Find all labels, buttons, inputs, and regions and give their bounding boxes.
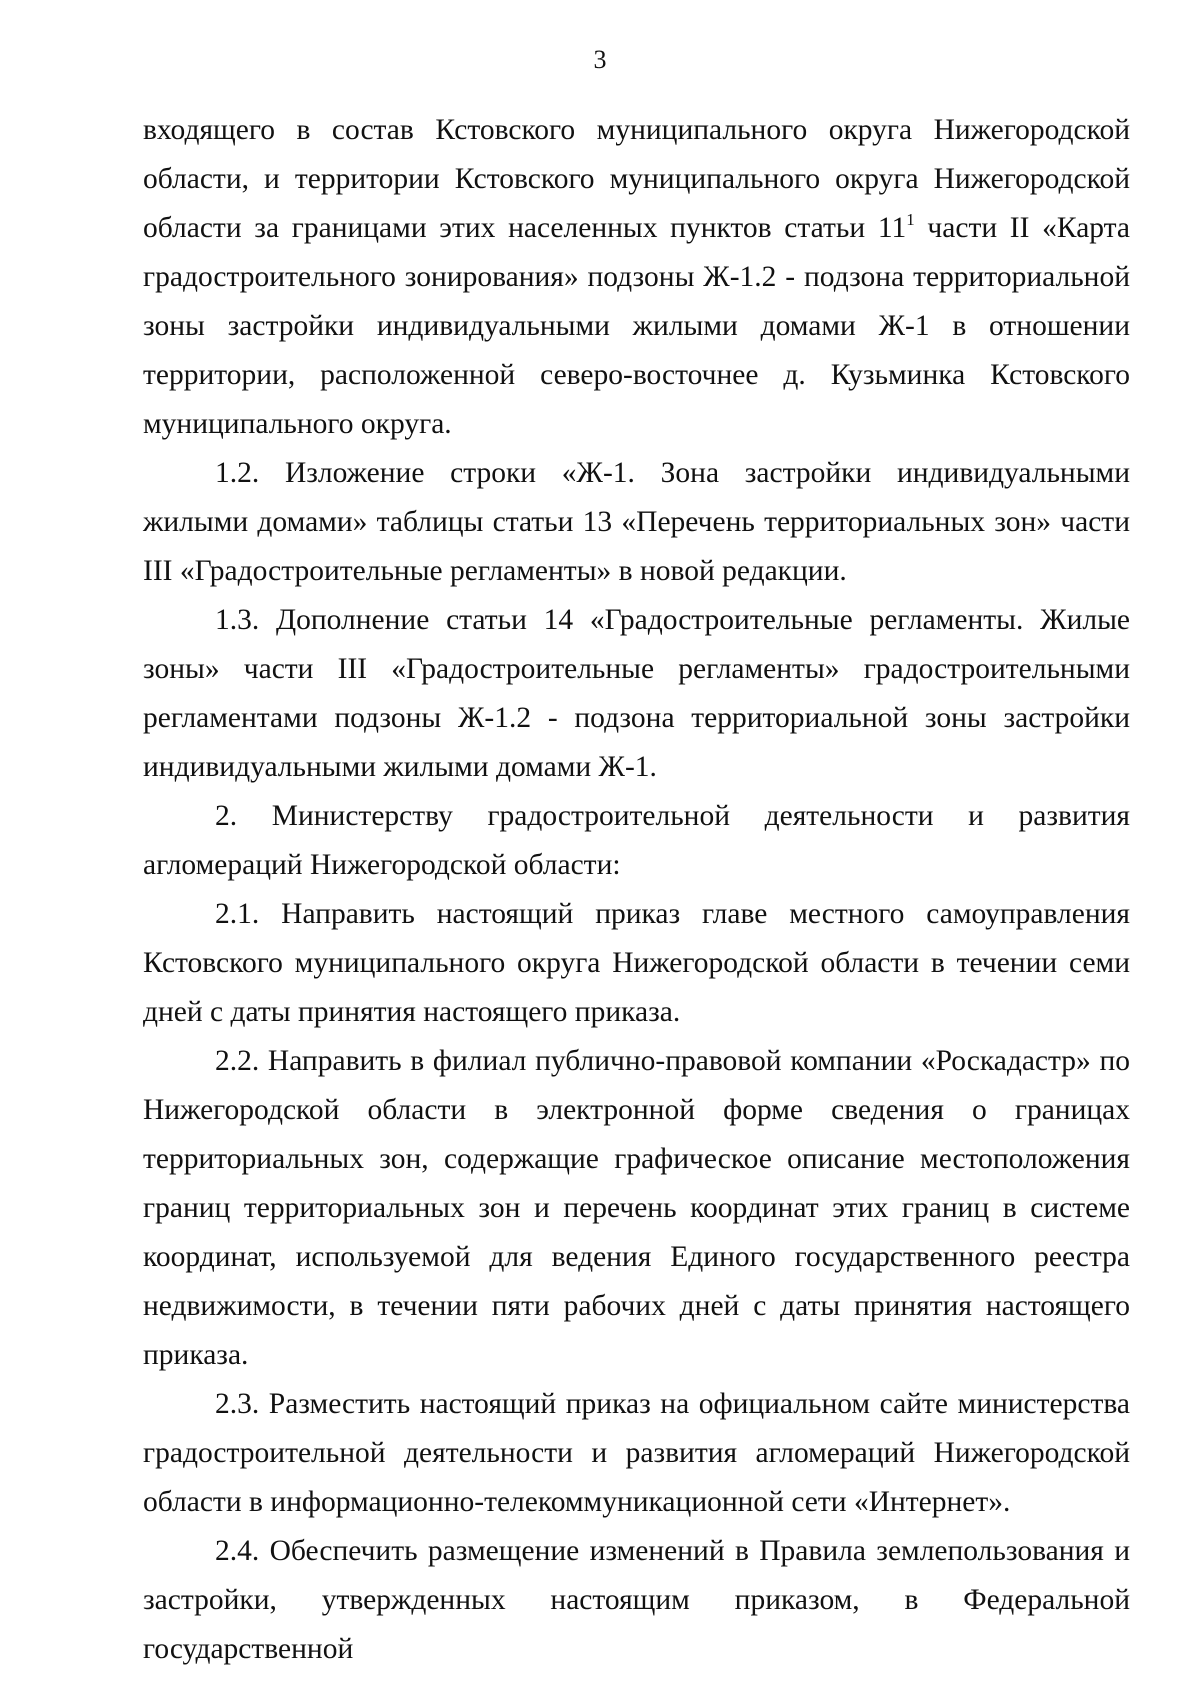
- paragraph-1-3: 1.3. Дополнение статьи 14 «Градостроительные регламенты. Жилые зоны» части III «Градостроительные регламенты» градостроительными регламентами подзоны Ж-1.2 - подзона территориальной зоны застройки индивидуальными жилыми домами Ж-1.: [143, 604, 1130, 783]
- paragraph-2-1: 2.1. Направить настоящий приказ главе местного самоуправления Кстовского муниципального округа Нижегородской области в течении семи дней с даты принятия настоящего приказа.: [143, 898, 1130, 1028]
- superscript: 1: [906, 210, 915, 229]
- paragraph-2: 2. Министерству градостроительной деятельности и развития агломераций Нижегородской области:: [143, 800, 1130, 881]
- paragraph-2-2: 2.2. Направить в филиал публично-правовой компании «Роскадастр» по Нижегородской области в электронной форме сведения о границах территориальных зон, содержащие графическое описание местоположения границ территориальных зон и перечень координат этих границ в системе координат, используемой для ведения Единого государственного реестра недвижимости, в течении пяти рабочих дней с даты принятия настоящего приказа.: [143, 1045, 1130, 1371]
- page-number: 3: [593, 45, 607, 74]
- paragraph-2-4: 2.4. Обеспечить размещение изменений в Правила землепользования и застройки, утвержденных настоящим приказом, в Федеральной государственной: [143, 1535, 1130, 1665]
- paragraph-continuation: [143, 106, 1130, 449]
- document-body: [143, 106, 1130, 1674]
- paragraph-text: входящего в состав Кстовского муниципального округа Нижегородской области, и территории Кстовского муниципального округа Нижегородской области за границами этих населенных пунктов статьи 11: [143, 114, 1130, 244]
- paragraph-2-3: 2.3. Разместить настоящий приказ на официальном сайте министерства градостроительной деятельности и развития агломераций Нижегородской области в информационно-телекоммуникационной сети «Интернет».: [143, 1388, 1130, 1518]
- paragraph-text: части II «Карта градостроительного зонирования» подзоны Ж-1.2 - подзона территориальной зоны застройки индивидуальными жилыми домами Ж-1 в отношении территории, расположенной северо-восточнее д. Кузьминка Кстовского муниципального округа.: [143, 212, 1130, 440]
- paragraph-1-2: 1.2. Изложение строки «Ж-1. Зона застройки индивидуальными жилыми домами» таблицы статьи 13 «Перечень территориальных зон» части III «Градостроительные регламенты» в новой редакции.: [143, 457, 1130, 587]
